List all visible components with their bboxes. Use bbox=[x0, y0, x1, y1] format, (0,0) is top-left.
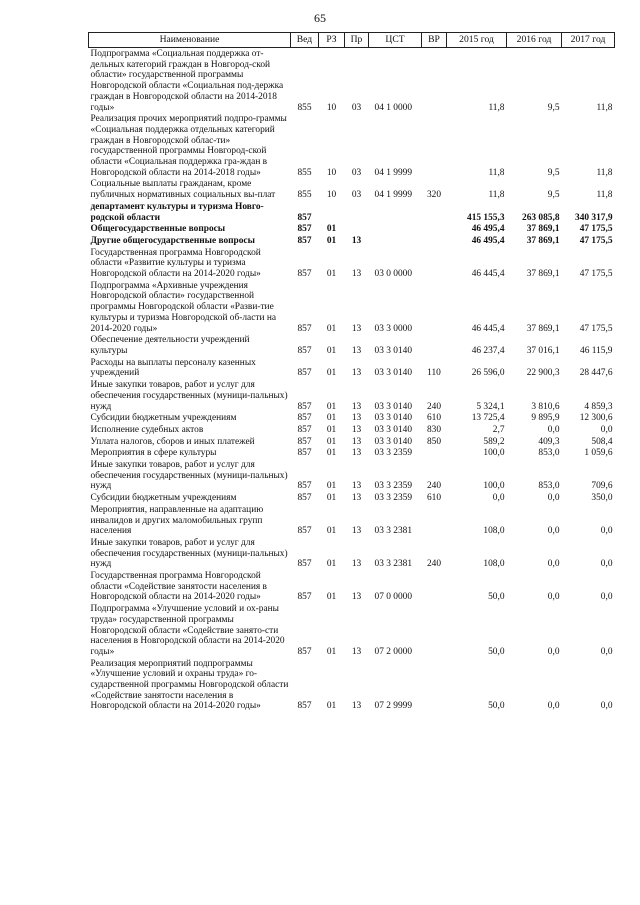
cell-vr bbox=[422, 48, 447, 114]
cell-2017: 11,8 bbox=[596, 102, 613, 113]
cell-cst: 04 1 9999 bbox=[374, 190, 412, 201]
cell-name: Уплата налогов, сборов и иных платежей bbox=[90, 436, 255, 447]
cell-2016: 409,3 bbox=[538, 436, 560, 447]
table-row bbox=[89, 412, 615, 424]
cell-rz: 01 bbox=[326, 646, 337, 657]
cell-vr: 240 bbox=[426, 481, 442, 492]
cell-2016: 9,5 bbox=[547, 167, 560, 178]
cell-rz: 01 bbox=[326, 235, 337, 246]
cell-vr bbox=[422, 280, 447, 335]
table-row bbox=[89, 201, 615, 223]
table-row bbox=[89, 436, 615, 448]
cell-rz: 01 bbox=[326, 424, 337, 435]
cell-rz: 01 bbox=[326, 345, 337, 356]
cell-2016: 9,5 bbox=[547, 102, 560, 113]
header-rz: РЗ bbox=[319, 33, 345, 48]
cell-2015: 415 155,3 bbox=[467, 212, 505, 223]
cell-name: Государственная программа Новгородской области «Развитие культуры и туризма Новгородской области на 2014-2020 годы» bbox=[90, 247, 261, 280]
cell-rz: 01 bbox=[326, 701, 337, 712]
table-row bbox=[89, 424, 615, 436]
cell-2017: 46 115,9 bbox=[580, 345, 613, 356]
cell-vr bbox=[422, 603, 447, 658]
cell-rz: 01 bbox=[326, 413, 337, 424]
cell-vr bbox=[422, 201, 447, 223]
cell-2016: 37 869,1 bbox=[526, 323, 560, 334]
cell-2015: 50,0 bbox=[488, 592, 505, 603]
cell-2017: 11,8 bbox=[596, 190, 613, 201]
cell-cst: 03 3 0140 bbox=[374, 401, 412, 412]
cell-pr: 13 bbox=[351, 345, 362, 356]
cell-rz: 01 bbox=[326, 368, 337, 379]
cell-cst: 07 2 0000 bbox=[374, 646, 412, 657]
cell-2015: 50,0 bbox=[488, 701, 505, 712]
header-2017: 2017 год bbox=[562, 33, 615, 48]
cell-pr: 13 bbox=[351, 559, 362, 570]
cell-ved: 857 bbox=[297, 448, 312, 459]
cell-name: Иные закупки товаров, работ и услуг для обеспечения государственных (муници-пальных) нужд bbox=[90, 460, 288, 492]
header-pr: Пр bbox=[345, 33, 369, 48]
cell-2015: 11,8 bbox=[488, 190, 505, 201]
cell-2015: 108,0 bbox=[483, 559, 505, 570]
cell-ved: 857 bbox=[297, 235, 312, 246]
cell-vr bbox=[422, 223, 447, 235]
cell-2017: 0,0 bbox=[600, 424, 613, 435]
cell-pr: 13 bbox=[351, 493, 362, 504]
cell-pr: 13 bbox=[351, 401, 362, 412]
table-row bbox=[89, 603, 615, 658]
cell-2017: 4 859,3 bbox=[584, 401, 613, 412]
cell-name: Мероприятия в сфере культуры bbox=[90, 448, 217, 459]
header-name: Наименование bbox=[89, 33, 291, 48]
cell-ved: 857 bbox=[297, 559, 312, 570]
cell-2016: 0,0 bbox=[547, 493, 560, 504]
cell-name: департамент культуры и туризма Новго-родской области bbox=[90, 201, 264, 223]
cell-pr: 13 bbox=[351, 269, 362, 280]
cell-pr: 13 bbox=[351, 448, 362, 459]
cell-2015: 50,0 bbox=[488, 646, 505, 657]
cell-pr: 13 bbox=[351, 413, 362, 424]
cell-pr bbox=[345, 201, 369, 223]
cell-2015: 5 324,1 bbox=[476, 401, 505, 412]
cell-pr: 13 bbox=[351, 323, 362, 334]
cell-pr: 13 bbox=[351, 646, 362, 657]
cell-2015: 100,0 bbox=[483, 481, 505, 492]
cell-pr: 03 bbox=[351, 190, 362, 201]
cell-2016: 263 085,8 bbox=[522, 212, 560, 223]
header-ved: Вед bbox=[291, 33, 319, 48]
cell-2016: 853,0 bbox=[538, 448, 560, 459]
cell-cst bbox=[369, 201, 422, 223]
cell-vr: 610 bbox=[426, 413, 442, 424]
cell-name: Мероприятия, направленные на адаптацию инвалидов и других маломобильных групп населения bbox=[90, 504, 264, 537]
cell-rz: 10 bbox=[326, 190, 337, 201]
cell-pr: 03 bbox=[351, 102, 362, 113]
cell-2017: 508,4 bbox=[591, 436, 613, 447]
table-row bbox=[89, 223, 615, 235]
cell-ved: 857 bbox=[297, 493, 312, 504]
cell-cst: 03 3 2359 bbox=[374, 493, 412, 504]
cell-vr bbox=[422, 570, 447, 603]
table-row bbox=[89, 357, 615, 379]
cell-vr: 830 bbox=[426, 424, 442, 435]
cell-name: Другие общегосударственные вопросы bbox=[90, 235, 255, 246]
cell-ved: 857 bbox=[297, 481, 312, 492]
cell-cst: 03 3 0140 bbox=[374, 413, 412, 424]
cell-name: Реализация мероприятий подпрограммы «Улучшение условий и охраны труда» го-сударственной программы Новгородской области «Содействие занятости населения в Новгородской области на 2014-2020 годы» bbox=[90, 658, 289, 712]
page-number: 65 bbox=[314, 11, 326, 25]
table-row bbox=[89, 280, 615, 335]
cell-vr bbox=[422, 658, 447, 713]
cell-name: Исполнение судебных актов bbox=[90, 424, 204, 435]
cell-cst: 03 3 0000 bbox=[374, 323, 412, 334]
cell-rz bbox=[319, 201, 345, 223]
cell-2016: 0,0 bbox=[547, 592, 560, 603]
cell-rz: 01 bbox=[326, 493, 337, 504]
cell-name: Общегосударственные вопросы bbox=[90, 224, 226, 235]
table-row bbox=[89, 447, 615, 459]
cell-name: Субсидии бюджетным учреждениям bbox=[90, 493, 237, 504]
header-cst: ЦСТ bbox=[369, 33, 422, 48]
cell-vr bbox=[422, 113, 447, 178]
table-header bbox=[89, 33, 615, 48]
cell-name: Подпрограмма «Улучшение условий и ох-раны труда» государственной программы Новгородской области «Содействие занято-сти населения в Новгородской области на 2014-2020 годы» bbox=[90, 604, 285, 657]
cell-2015: 100,0 bbox=[483, 448, 505, 459]
cell-ved: 857 bbox=[297, 424, 312, 435]
cell-pr: 13 bbox=[351, 436, 362, 447]
table-row bbox=[89, 492, 615, 504]
cell-cst: 03 3 2359 bbox=[374, 481, 412, 492]
cell-rz: 01 bbox=[326, 436, 337, 447]
cell-vr: 110 bbox=[427, 368, 441, 379]
cell-rz: 10 bbox=[326, 102, 337, 113]
cell-cst: 03 3 0140 bbox=[374, 368, 412, 379]
cell-2017: 709,6 bbox=[591, 481, 613, 492]
cell-ved: 855 bbox=[297, 190, 312, 201]
cell-name: Расходы на выплаты персоналу казенных учреждений bbox=[90, 357, 256, 379]
cell-vr bbox=[422, 447, 447, 459]
cell-ved: 857 bbox=[297, 224, 312, 235]
table-row bbox=[89, 570, 615, 603]
cell-vr: 610 bbox=[426, 493, 442, 504]
cell-2017: 11,8 bbox=[596, 167, 613, 178]
cell-pr: 13 bbox=[351, 235, 362, 246]
cell-ved: 857 bbox=[297, 212, 312, 223]
cell-rz: 01 bbox=[326, 224, 337, 235]
cell-ved: 857 bbox=[297, 701, 312, 712]
cell-2015: 46 445,4 bbox=[471, 269, 505, 280]
header-vr: ВР bbox=[422, 33, 447, 48]
cell-cst: 04 1 0000 bbox=[374, 102, 412, 113]
cell-ved: 857 bbox=[297, 592, 312, 603]
cell-ved: 857 bbox=[297, 345, 312, 356]
cell-ved: 857 bbox=[297, 368, 312, 379]
cell-cst: 03 0 0000 bbox=[374, 269, 412, 280]
cell-cst: 03 3 0140 bbox=[374, 424, 412, 435]
cell-cst: 04 1 9999 bbox=[374, 167, 412, 178]
cell-2017: 47 175,5 bbox=[579, 224, 613, 235]
cell-2015: 0,0 bbox=[492, 493, 505, 504]
cell-ved: 855 bbox=[297, 102, 312, 113]
cell-ved: 855 bbox=[297, 167, 312, 178]
cell-2016: 37 869,1 bbox=[526, 235, 560, 246]
cell-2017: 47 175,5 bbox=[579, 235, 613, 246]
table-row bbox=[89, 504, 615, 537]
cell-2015: 11,8 bbox=[488, 167, 505, 178]
cell-2017: 47 175,5 bbox=[579, 323, 613, 334]
header-2015: 2015 год bbox=[447, 33, 507, 48]
cell-rz: 01 bbox=[326, 526, 337, 537]
cell-2015: 11,8 bbox=[488, 102, 505, 113]
cell-2017: 0,0 bbox=[600, 646, 613, 657]
cell-name: Подпрограмма «Архивные учреждения Новгородской области» государственной программы Новгородской области «Разви-тие культуры и туризма Новгородской об-ласти на 2014-2020 годы» bbox=[90, 280, 277, 334]
cell-cst: 03 3 2381 bbox=[374, 559, 412, 570]
cell-vr: 240 bbox=[426, 559, 442, 570]
table-row bbox=[89, 113, 615, 178]
cell-ved: 857 bbox=[297, 323, 312, 334]
cell-name: Субсидии бюджетным учреждениям bbox=[90, 413, 237, 424]
cell-2015: 46 495,4 bbox=[471, 224, 505, 235]
cell-name: Государственная программа Новгородской области «Содействие занятости населения в Новгородской области на 2014-2020 годы» bbox=[90, 571, 267, 603]
table-row bbox=[89, 247, 615, 280]
table-row bbox=[89, 537, 615, 570]
cell-rz: 01 bbox=[326, 448, 337, 459]
cell-rz: 01 bbox=[326, 592, 337, 603]
table-row bbox=[89, 235, 615, 247]
table-row bbox=[89, 178, 615, 200]
cell-vr: 240 bbox=[426, 401, 442, 412]
cell-2015: 2,7 bbox=[492, 424, 505, 435]
cell-2017: 0,0 bbox=[600, 701, 613, 712]
cell-pr: 13 bbox=[351, 368, 362, 379]
cell-vr bbox=[422, 247, 447, 280]
table-row bbox=[89, 658, 615, 713]
cell-cst: 07 2 9999 bbox=[374, 701, 412, 712]
cell-cst: 03 3 0140 bbox=[374, 436, 412, 447]
cell-ved: 857 bbox=[297, 269, 312, 280]
cell-name: Подпрограмма «Социальная поддержка от-дельных категорий граждан в Новгород-ской области» государственной программы Новгородской области «Социальная под-держка граждан в Новгородской области на 2014-2018 годы» bbox=[90, 49, 284, 113]
cell-2016: 22 900,3 bbox=[526, 368, 560, 379]
cell-rz: 10 bbox=[326, 167, 337, 178]
cell-2017: 0,0 bbox=[600, 559, 613, 570]
cell-2016: 37 016,1 bbox=[526, 345, 560, 356]
table-row bbox=[89, 459, 615, 492]
cell-2016: 3 810,6 bbox=[531, 401, 560, 412]
cell-vr bbox=[422, 504, 447, 537]
table-row bbox=[89, 379, 615, 412]
cell-pr bbox=[345, 223, 369, 235]
cell-name: Реализация прочих мероприятий подпро-граммы «Социальная поддержка отдельных категорий граждан в Новгородской облас-ти» государственной программы Новгород-ской области «Социальная поддержка гра-ждан в Новгородской области на 2014-2018 годы» bbox=[90, 114, 287, 178]
cell-2017: 47 175,5 bbox=[579, 269, 613, 280]
cell-name: Обеспечение деятельности учреждений культуры bbox=[90, 335, 250, 356]
cell-pr: 13 bbox=[351, 592, 362, 603]
cell-2017: 350,0 bbox=[591, 493, 613, 504]
cell-2017: 340 317,9 bbox=[575, 212, 613, 223]
cell-pr: 13 bbox=[351, 526, 362, 537]
cell-2016: 37 869,1 bbox=[526, 224, 560, 235]
cell-2016: 0,0 bbox=[547, 701, 560, 712]
table-row bbox=[89, 334, 615, 356]
table-row bbox=[89, 48, 615, 114]
cell-2017: 0,0 bbox=[600, 526, 613, 537]
cell-2015: 46 495,4 bbox=[471, 235, 505, 246]
cell-vr bbox=[422, 334, 447, 356]
cell-ved: 857 bbox=[297, 526, 312, 537]
cell-2017: 28 447,6 bbox=[579, 368, 613, 379]
cell-ved: 857 bbox=[297, 436, 312, 447]
table-body bbox=[89, 48, 615, 713]
cell-name: Иные закупки товаров, работ и услуг для обеспечения государственных (муници-пальных) нужд bbox=[90, 380, 288, 412]
cell-cst: 07 0 0000 bbox=[374, 592, 412, 603]
cell-rz: 01 bbox=[326, 323, 337, 334]
cell-name: Иные закупки товаров, работ и услуг для обеспечения государственных (муници-пальных) нужд bbox=[90, 537, 288, 570]
cell-2016: 0,0 bbox=[547, 559, 560, 570]
cell-rz: 01 bbox=[326, 401, 337, 412]
cell-pr: 13 bbox=[351, 701, 362, 712]
cell-2016: 9,5 bbox=[547, 190, 560, 201]
cell-2015: 108,0 bbox=[483, 526, 505, 537]
cell-2016: 0,0 bbox=[547, 526, 560, 537]
cell-vr: 850 bbox=[426, 436, 442, 447]
cell-2016: 853,0 bbox=[538, 481, 560, 492]
cell-rz: 01 bbox=[326, 481, 337, 492]
cell-2016: 0,0 bbox=[547, 424, 560, 435]
cell-cst: 03 3 0140 bbox=[374, 345, 412, 356]
cell-cst: 03 3 2359 bbox=[374, 448, 412, 459]
cell-2016: 37 869,1 bbox=[526, 269, 560, 280]
cell-2015: 13 725,4 bbox=[471, 413, 505, 424]
cell-ved: 857 bbox=[297, 401, 312, 412]
cell-2015: 26 596,0 bbox=[471, 368, 505, 379]
cell-cst: 03 3 2381 bbox=[374, 526, 412, 537]
cell-ved: 857 bbox=[297, 413, 312, 424]
cell-pr: 13 bbox=[351, 424, 362, 435]
cell-rz: 01 bbox=[326, 559, 337, 570]
cell-rz: 01 bbox=[326, 269, 337, 280]
cell-2017: 12 300,6 bbox=[579, 413, 613, 424]
cell-2017: 1 059,6 bbox=[584, 448, 613, 459]
cell-2015: 46 445,4 bbox=[471, 323, 505, 334]
cell-2015: 589,2 bbox=[483, 436, 505, 447]
cell-2017: 0,0 bbox=[600, 592, 613, 603]
cell-pr: 13 bbox=[351, 481, 362, 492]
cell-ved: 857 bbox=[297, 646, 312, 657]
cell-vr bbox=[422, 235, 447, 247]
cell-cst bbox=[369, 223, 422, 235]
budget-table bbox=[88, 32, 615, 712]
cell-pr: 03 bbox=[351, 167, 362, 178]
cell-2016: 9 895,9 bbox=[531, 413, 560, 424]
cell-cst bbox=[369, 235, 422, 247]
cell-2016: 0,0 bbox=[547, 646, 560, 657]
cell-vr: 320 bbox=[426, 190, 442, 201]
header-2016: 2016 год bbox=[507, 33, 562, 48]
cell-2015: 46 237,4 bbox=[471, 345, 505, 356]
cell-name: Социальные выплаты гражданам, кроме публичных нормативных социальных вы-плат bbox=[90, 179, 276, 201]
